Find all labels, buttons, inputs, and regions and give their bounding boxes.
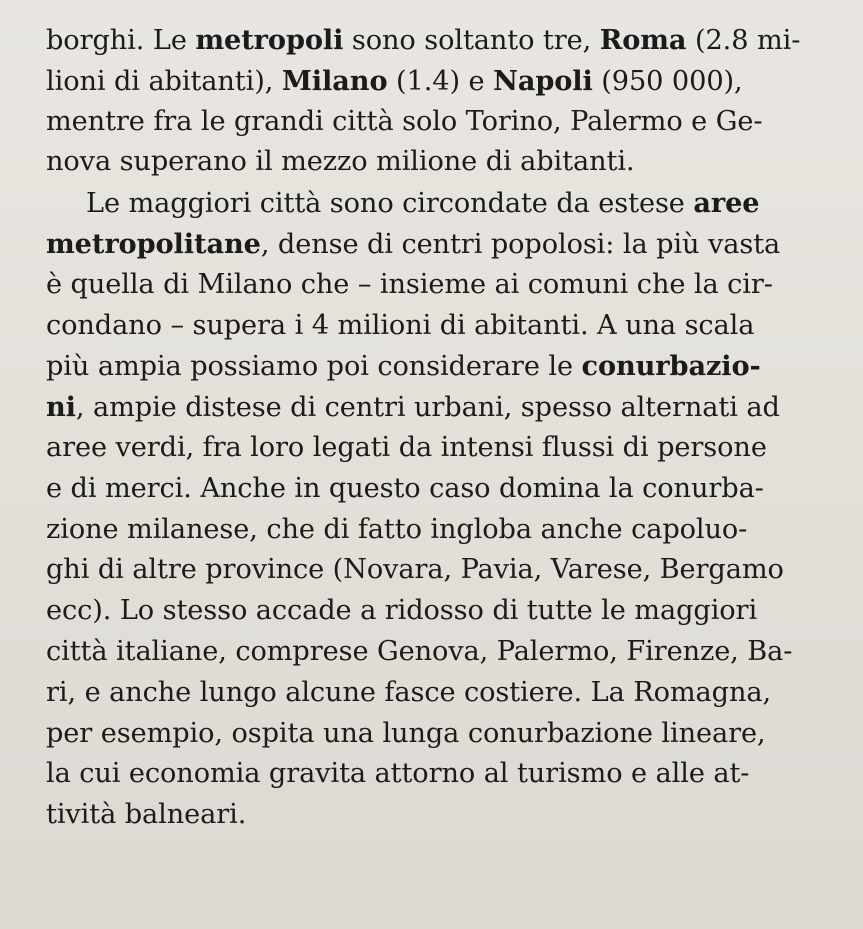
text-segment: (1.4) e (387, 65, 494, 97)
text-segment: per esempio, ospita una lunga conurbazione lineare, (46, 717, 766, 749)
text-line (46, 102, 846, 143)
bold-term: Roma (599, 24, 687, 56)
bold-term: aree (693, 187, 760, 220)
text-segment: (950 000), (592, 65, 743, 97)
text-line (46, 306, 846, 347)
text-segment: la cui economia gravita attorno al turismo e alle at- (46, 758, 750, 790)
text-line (46, 387, 846, 428)
text-segment: aree verdi, fra loro legati da intensi flussi di persone (46, 431, 767, 463)
text-line (46, 469, 846, 510)
text-segment: è quella di Milano che – insieme ai comuni che la cir- (46, 268, 773, 300)
text-line (46, 510, 846, 551)
text-line (46, 183, 846, 224)
text-line (46, 632, 846, 673)
text-line (46, 265, 846, 306)
text-segment: , dense di centri popolosi: la più vasta (260, 228, 781, 260)
text-segment: , ampie distese di centri urbani, spesso alternati ad (75, 392, 780, 424)
bold-term: metropolitane (46, 227, 261, 260)
text-segment: tività balneari. (46, 799, 247, 831)
bold-term: Milano (281, 64, 388, 97)
text-segment: (2.8 mi- (686, 25, 801, 56)
bold-term: conurbazio- (581, 350, 761, 383)
text-line (46, 591, 846, 632)
text-segment: città italiane, comprese Genova, Palermo, Firenze, Ba- (46, 635, 793, 667)
bold-term: ni (46, 391, 76, 424)
text-line (46, 142, 846, 183)
text-segment: più ampia possiamo poi considerare le (46, 351, 582, 383)
text-line (46, 550, 846, 591)
text-segment: sono soltanto tre, (343, 25, 600, 56)
text-segment: borghi. Le (46, 25, 196, 56)
text-line (46, 20, 846, 61)
body-text (46, 20, 846, 836)
text-line (46, 61, 846, 102)
text-line (46, 673, 846, 714)
text-line (46, 428, 846, 469)
text-line (46, 795, 846, 836)
text-segment: ri, e anche lungo alcune fasce costiere. La Romagna, (46, 676, 772, 708)
text-segment: e di merci. Anche in questo caso domina la conurba- (46, 472, 764, 504)
text-line (46, 224, 846, 265)
bold-term: metropoli (195, 24, 344, 56)
text-segment: ghi di altre province (Novara, Pavia, Varese, Bergamo (46, 554, 784, 586)
text-segment: zione milanese, che di fatto ingloba anche capoluo- (46, 513, 748, 545)
paragraph (46, 183, 846, 836)
text-segment: nova superano il mezzo milione di abitanti. (46, 146, 635, 178)
text-page (46, 20, 846, 836)
text-segment: lioni di abitanti), (46, 65, 282, 97)
text-segment: Le maggiori città sono circondate da estese (86, 188, 694, 220)
bold-term: Napoli (493, 64, 593, 97)
text-line (46, 754, 846, 795)
text-segment: ecc). Lo stesso accade a ridosso di tutte le maggiori (46, 595, 758, 627)
paragraph (46, 20, 846, 183)
text-line (46, 714, 846, 755)
text-segment: mentre fra le grandi città solo Torino, Palermo e Ge- (46, 105, 763, 137)
text-line (46, 346, 846, 387)
text-segment: condano – supera i 4 milioni di abitanti. A una scala (46, 309, 755, 341)
